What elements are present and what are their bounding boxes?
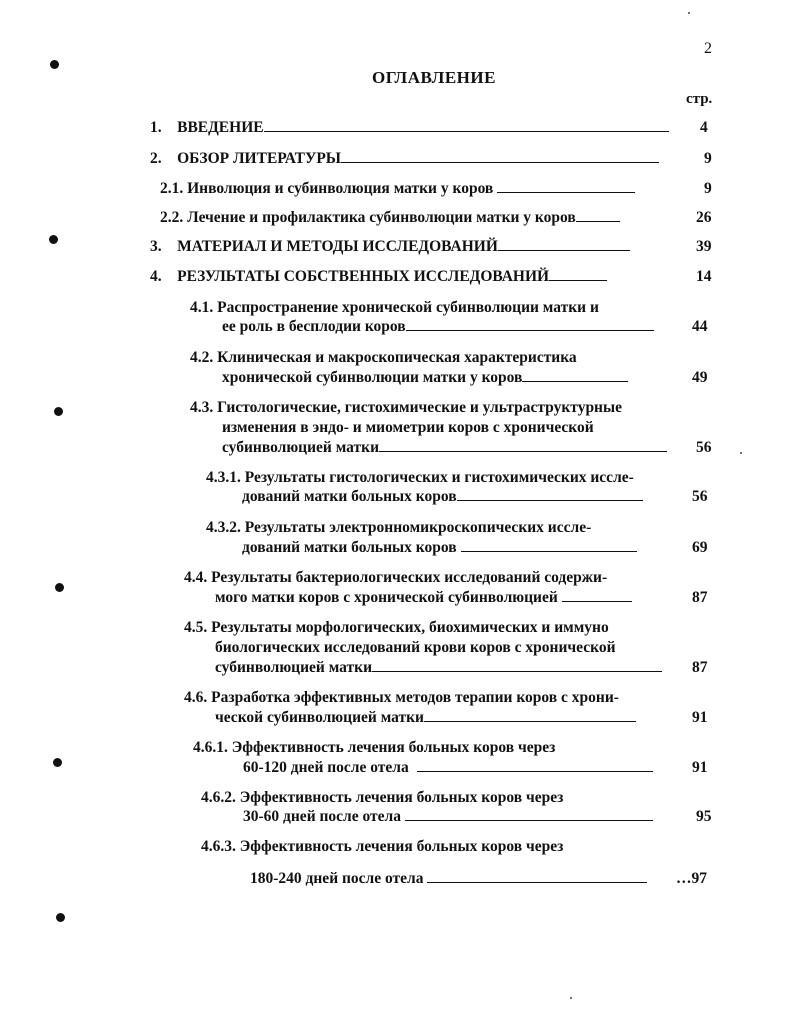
toc-entry-number: 4.1. [190,299,214,316]
toc-entry-number: 4.6.1. [193,739,228,756]
toc-entry-number: 3. [150,238,162,255]
leader-line [264,131,669,132]
toc-entry-text-line: Результаты морфологических, биохимических и иммуно [211,619,609,636]
leader-line [522,381,628,382]
toc-entry-page: 49 [692,369,708,386]
toc-entry-number: 4.2. [190,349,214,366]
toc-entry [150,150,659,168]
page-number: 2 [704,40,712,57]
toc-entry-page: 39 [696,238,712,255]
toc-entry-continuation [215,639,616,657]
punch-hole [49,235,58,244]
toc-entry [193,739,555,757]
toc-entry-continuation [250,870,647,888]
toc-entry-continuation [222,318,654,336]
toc-entry [150,119,669,137]
toc-entry-page: 56 [696,439,712,456]
toc-entry [190,299,599,317]
punch-hole [53,758,62,767]
toc-entry-number: 4.6.3. [201,838,236,855]
toc-entry-page: 91 [692,759,708,776]
toc-entry-continuation [215,709,636,727]
toc-entry-text: ОБЗОР ЛИТЕРАТУРЫ [177,150,342,167]
toc-entry-text-line: Эффективность лечения больных коров через [239,789,564,806]
toc-entry-continuation [222,439,667,457]
scan-speck [740,452,742,454]
toc-entry-text-line: субинволюцией матки [215,659,373,676]
leader-line [457,500,643,501]
scan-speck [688,12,690,14]
toc-entry-number: 2.2. [160,209,184,226]
toc-entry-page: 9 [704,180,712,197]
toc-entry-text: Инволюция и субинволюция матки у коров [187,180,494,197]
toc-entry [190,349,577,367]
toc-entry [201,789,563,807]
toc-entry [206,519,591,537]
toc-entry [184,689,619,707]
toc-entry-text-line: дований матки больных коров [242,539,457,556]
toc-entry-page: 95 [696,808,712,825]
toc-entry-continuation [215,589,632,607]
toc-entry-page: 69 [692,539,708,556]
toc-entry-text-line: 30-60 дней после отела [243,808,401,825]
punch-hole [56,913,65,922]
leader-line [497,192,635,193]
leader-line [406,330,654,331]
toc-entry-page: 4 [700,119,708,136]
leader-line [461,551,637,552]
toc-entry [160,209,620,227]
toc-entry-text-line: Гистологические, гистохимические и ультраструктурные [217,399,622,416]
leader-line [341,162,659,163]
toc-entry-page: 44 [692,318,708,335]
scan-speck [570,997,572,999]
toc-entry-text-line: дований матки больных коров [242,488,457,505]
toc-entry-page: 91 [692,709,708,726]
toc-entry-text-line: Результаты гистологических и гистохимических иссле- [244,469,634,486]
punch-hole [54,407,63,416]
toc-entry-page: 9 [704,150,712,167]
toc-entry-number: 2. [150,150,162,167]
toc-entry-text-line: изменения в эндо- и миометрии коров с хронической [222,419,594,436]
toc-entry [201,838,563,856]
pages-column-label: стр. [686,91,713,107]
toc-entry-text: Лечение и профилактика субинволюции матки у коров [187,209,576,226]
leader-line [417,771,653,772]
toc-entry-continuation [222,369,628,387]
toc-entry-text-line: хронической субинволюции матки у коров [222,369,523,386]
toc-entry [184,619,609,637]
toc-entry [190,399,622,417]
toc-entry-text: МАТЕРИАЛ И МЕТОДЫ ИССЛЕДОВАНИЙ [177,238,498,255]
toc-entry-text-line: Распространение хронической субинволюции матки и [217,299,599,316]
toc-entry-text-line: Результаты бактериологических исследований содержи- [211,569,608,586]
toc-entry-text-line: ческой субинволюцией матки [215,709,424,726]
toc-entry-continuation [242,539,637,557]
toc-entry-number: 4.4. [184,569,208,586]
leader-line [405,820,653,821]
toc-entry-number: 4.6.2. [201,789,236,806]
punch-hole [55,583,64,592]
toc-entry-page: …97 [676,870,707,887]
toc-entry [206,469,634,487]
toc-entry-continuation [243,759,653,777]
toc-entry-continuation [215,659,662,677]
page-title: ОГЛАВЛЕНИЕ [372,68,496,87]
toc-entry-number: 4. [150,268,162,285]
toc-entry-text-line: мого матки коров с хронической субинволюцией [215,589,558,606]
toc-entry-continuation [222,419,594,437]
leader-line [372,671,662,672]
leader-line [576,221,620,222]
leader-line [498,250,630,251]
toc-entry-text-line: 60-120 дней после отела [243,759,409,776]
toc-entry-text: РЕЗУЛЬТАТЫ СОБСТВЕННЫХ ИССЛЕДОВАНИЙ [177,268,550,285]
toc-entry-text-line: Результаты электронномикроскопических иссле- [244,519,592,536]
leader-line [549,280,607,281]
toc-entry-page: 26 [696,209,712,226]
toc-entry-page: 56 [692,488,708,505]
toc-entry-continuation [242,488,643,506]
toc-entry-text-line: ее роль в бесплодии коров [222,318,406,335]
toc-entry-continuation [243,808,653,826]
toc-entry-number: 1. [150,119,162,136]
leader-line [379,451,667,452]
toc-entry [150,268,607,286]
toc-entry [184,569,607,587]
toc-entry-text-line: 180-240 дней после отела [250,870,424,887]
leader-line [562,601,632,602]
toc-entry-number: 4.3.2. [206,519,241,536]
toc-entry-text-line: Эффективность лечения больных коров через [239,838,564,855]
leader-line [424,721,636,722]
toc-entry-text-line: Клиническая и макроскопическая характеристика [217,349,577,366]
toc-entry-text-line: Разработка эффективных методов терапии коров с хрони- [211,689,619,706]
toc-entry-number: 4.6. [184,689,208,706]
toc-entry-text-line: биологических исследований крови коров с хронической [215,639,616,656]
leader-line [427,882,647,883]
toc-entry [150,238,630,256]
toc-entry-number: 4.3. [190,399,214,416]
toc-entry-text: ВВЕДЕНИЕ [177,119,264,136]
toc-entry-page: 14 [696,268,712,285]
toc-entry-number: 4.3.1. [206,469,241,486]
toc-entry-number: 2.1. [160,180,184,197]
toc-entry [160,180,635,198]
toc-entry-page: 87 [692,589,708,606]
toc-entry-text-line: субинволюцией матки [222,439,380,456]
toc-entry-number: 4.5. [184,619,208,636]
toc-entry-text-line: Эффективность лечения больных коров через [231,739,556,756]
toc-entry-page: 87 [692,659,708,676]
